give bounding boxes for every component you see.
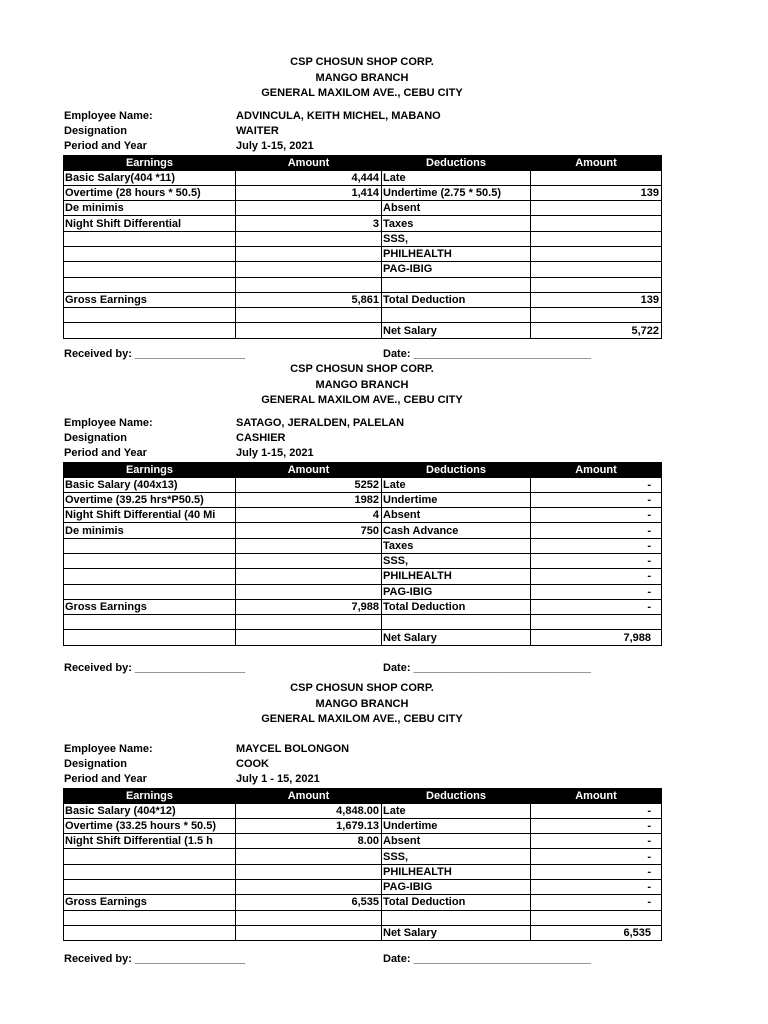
deduction-amount (531, 308, 662, 323)
deduction-item: Net Salary (382, 323, 531, 338)
table-row (64, 477, 662, 492)
earning-item (64, 553, 236, 568)
amount-header: Amount (236, 462, 382, 477)
earning-item: De minimis (64, 201, 236, 216)
table-row (64, 849, 662, 864)
earning-item (64, 879, 236, 894)
deduction-amount: 7,988 (531, 630, 662, 645)
designation-value: CASHIER (236, 431, 286, 444)
earning-item: Gross Earnings (64, 895, 236, 910)
earning-amount (236, 538, 382, 553)
signature-line (63, 662, 661, 682)
earning-amount: 1,414 (236, 185, 382, 200)
company-address: GENERAL MAXILOM AVE., CEBU CITY (261, 87, 463, 99)
earning-item: Basic Salary(404 *11) (64, 170, 236, 185)
deduction-item: PHILHEALTH (382, 569, 531, 584)
earning-amount: 4,848.00 (236, 803, 382, 818)
table-row (64, 170, 662, 185)
table-row (64, 615, 662, 630)
earning-item (64, 231, 236, 246)
earnings-deductions-table (63, 788, 662, 942)
earning-item: Overtime (39.25 hrs*P50.5) (64, 492, 236, 507)
earning-item: Night Shift Differential (64, 216, 236, 231)
table-row (64, 864, 662, 879)
earning-item: Night Shift Differential (40 Mi (64, 508, 236, 523)
earning-amount (236, 584, 382, 599)
date-field: Date: _____________________________ (383, 953, 591, 966)
company-address: GENERAL MAXILOM AVE., CEBU CITY (261, 394, 463, 406)
deduction-amount (531, 231, 662, 246)
deductions-header: Deductions (382, 462, 531, 477)
deduction-amount: - (531, 553, 662, 568)
deduction-amount: 139 (531, 292, 662, 307)
deduction-item: Late (382, 170, 531, 185)
earning-item (64, 569, 236, 584)
table-row (64, 523, 662, 538)
earning-item (64, 910, 236, 925)
date-field: Date: _____________________________ (383, 347, 591, 360)
deduction-item: Total Deduction (382, 292, 531, 307)
amount-header: Amount (236, 788, 382, 803)
deduction-amount: - (531, 492, 662, 507)
designation-label: Designation (64, 124, 127, 137)
table-row (64, 246, 662, 261)
signature-line (63, 953, 661, 973)
earnings-header: Earnings (64, 788, 236, 803)
deduction-amount: 5,722 (531, 323, 662, 338)
designation-label: Designation (64, 757, 127, 770)
earning-item (64, 277, 236, 292)
designation-value: COOK (236, 757, 269, 770)
earning-item: Gross Earnings (64, 292, 236, 307)
payslip-3 (63, 681, 661, 973)
earning-amount: 1,679.13 (236, 818, 382, 833)
company-name: CSP CHOSUN SHOP CORP. (290, 56, 434, 68)
earning-item: Overtime (33.25 hours * 50.5) (64, 818, 236, 833)
deduction-amount: 6,535 (531, 925, 662, 940)
table-row (64, 508, 662, 523)
deduction-item (382, 308, 531, 323)
employee-name-label: Employee Name: (64, 742, 153, 755)
table-row (64, 185, 662, 200)
table-row (64, 216, 662, 231)
earning-item (64, 584, 236, 599)
amount-header: Amount (236, 155, 382, 170)
earnings-header: Earnings (64, 462, 236, 477)
earning-item: Overtime (28 hours * 50.5) (64, 185, 236, 200)
earning-item (64, 864, 236, 879)
table-header-row (64, 788, 662, 803)
deduction-item: Late (382, 477, 531, 492)
deduction-item: PHILHEALTH (382, 864, 531, 879)
table-row (64, 553, 662, 568)
earning-amount (236, 308, 382, 323)
deduction-amount: - (531, 538, 662, 553)
deduction-item (382, 277, 531, 292)
earning-amount: 5252 (236, 477, 382, 492)
deduction-amount: - (531, 599, 662, 614)
earning-amount (236, 879, 382, 894)
company-address: GENERAL MAXILOM AVE., CEBU CITY (261, 713, 463, 725)
company-branch: MANGO BRANCH (315, 71, 409, 84)
deduction-item: SSS, (382, 849, 531, 864)
deduction-item: PAG-IBIG (382, 584, 531, 599)
earning-amount (236, 569, 382, 584)
deduction-item: Taxes (382, 216, 531, 231)
deduction-item: Cash Advance (382, 523, 531, 538)
table-row (64, 584, 662, 599)
deduction-item: Total Deduction (382, 895, 531, 910)
earning-amount (236, 262, 382, 277)
amount-header: Amount (531, 462, 662, 477)
table-row (64, 292, 662, 307)
earning-item (64, 246, 236, 261)
deduction-item: Net Salary (382, 630, 531, 645)
table-row (64, 630, 662, 645)
deduction-amount (531, 246, 662, 261)
deduction-item (382, 910, 531, 925)
earning-item (64, 323, 236, 338)
earning-item (64, 630, 236, 645)
deduction-amount (531, 910, 662, 925)
deduction-item: Absent (382, 508, 531, 523)
earning-amount (236, 615, 382, 630)
table-row (64, 308, 662, 323)
earning-amount (236, 630, 382, 645)
deduction-amount: - (531, 895, 662, 910)
table-row (64, 834, 662, 849)
table-row (64, 895, 662, 910)
deduction-amount (531, 170, 662, 185)
deduction-item: PHILHEALTH (382, 246, 531, 261)
deductions-header: Deductions (382, 155, 531, 170)
amount-header: Amount (531, 155, 662, 170)
table-row (64, 262, 662, 277)
date-field: Date: _____________________________ (383, 661, 591, 674)
employee-name-label: Employee Name: (64, 109, 153, 122)
employee-name-value: SATAGO, JERALDEN, PALELAN (236, 416, 405, 429)
earning-amount: 6,535 (236, 895, 382, 910)
designation-label: Designation (64, 431, 127, 444)
earnings-deductions-table (63, 462, 662, 646)
table-header-row (64, 155, 662, 170)
earning-amount: 1982 (236, 492, 382, 507)
earning-amount: 4,444 (236, 170, 382, 185)
period-label: Period and Year (64, 772, 147, 785)
table-row (64, 818, 662, 833)
earning-amount (236, 277, 382, 292)
deduction-amount: - (531, 803, 662, 818)
deduction-amount (531, 615, 662, 630)
table-header-row (64, 462, 662, 477)
deduction-item: Taxes (382, 538, 531, 553)
period-label: Period and Year (64, 446, 147, 459)
deduction-amount: - (531, 569, 662, 584)
earning-amount: 8.00 (236, 834, 382, 849)
employee-info (63, 416, 661, 462)
deduction-item: PAG-IBIG (382, 879, 531, 894)
deduction-item: SSS, (382, 231, 531, 246)
earning-item (64, 849, 236, 864)
deduction-amount (531, 216, 662, 231)
earning-item (64, 262, 236, 277)
employee-name-label: Employee Name: (64, 416, 153, 429)
deduction-amount: - (531, 523, 662, 538)
earning-item (64, 308, 236, 323)
company-name: CSP CHOSUN SHOP CORP. (290, 363, 434, 375)
company-branch: MANGO BRANCH (315, 697, 409, 710)
earning-amount (236, 925, 382, 940)
deduction-amount: - (531, 849, 662, 864)
earning-amount: 7,988 (236, 599, 382, 614)
deduction-amount (531, 201, 662, 216)
earning-item (64, 615, 236, 630)
table-row (64, 569, 662, 584)
employee-name-value: MAYCEL BOLONGON (236, 742, 350, 755)
deduction-amount: - (531, 584, 662, 599)
period-value: July 1-15, 2021 (236, 139, 314, 152)
deduction-amount (531, 277, 662, 292)
deductions-header: Deductions (382, 788, 531, 803)
deduction-amount: 139 (531, 185, 662, 200)
earning-item (64, 925, 236, 940)
deduction-amount: - (531, 818, 662, 833)
earning-amount: 750 (236, 523, 382, 538)
table-row (64, 910, 662, 925)
earning-amount (236, 323, 382, 338)
deduction-amount: - (531, 864, 662, 879)
earnings-header: Earnings (64, 155, 236, 170)
deduction-item: Late (382, 803, 531, 818)
table-row (64, 277, 662, 292)
table-row (64, 538, 662, 553)
earning-item: Night Shift Differential (1.5 h (64, 834, 236, 849)
deduction-amount: - (531, 879, 662, 894)
company-name: CSP CHOSUN SHOP CORP. (290, 682, 434, 694)
table-row (64, 201, 662, 216)
received-by-field: Received by: __________________ (64, 953, 246, 966)
earnings-deductions-table (63, 155, 662, 339)
earning-item (64, 538, 236, 553)
table-row (64, 803, 662, 818)
deduction-amount: - (531, 477, 662, 492)
earning-amount: 3 (236, 216, 382, 231)
employee-name-value: ADVINCULA, KEITH MICHEL, MABANO (236, 109, 441, 122)
deduction-item: SSS, (382, 553, 531, 568)
payslip-1 (63, 55, 661, 368)
company-branch: MANGO BRANCH (315, 378, 409, 391)
period-label: Period and Year (64, 139, 147, 152)
earning-amount (236, 246, 382, 261)
deduction-amount: - (531, 508, 662, 523)
table-row (64, 599, 662, 614)
period-value: July 1 - 15, 2021 (236, 772, 320, 785)
earning-amount (236, 910, 382, 925)
deduction-amount (531, 262, 662, 277)
earning-amount (236, 849, 382, 864)
deduction-item (382, 615, 531, 630)
employee-info (63, 742, 661, 788)
deduction-item: Undertime (382, 818, 531, 833)
deduction-amount: - (531, 834, 662, 849)
table-row (64, 925, 662, 940)
deduction-item: Undertime (382, 492, 531, 507)
deduction-item: Absent (382, 834, 531, 849)
earning-item: Basic Salary (404x13) (64, 477, 236, 492)
earning-item: Basic Salary (404*12) (64, 803, 236, 818)
received-by-field: Received by: __________________ (64, 661, 246, 674)
received-by-field: Received by: __________________ (64, 347, 246, 360)
deduction-item: Absent (382, 201, 531, 216)
payslip-2 (63, 362, 661, 682)
earning-amount (236, 553, 382, 568)
earning-amount: 4 (236, 508, 382, 523)
table-row (64, 231, 662, 246)
table-row (64, 492, 662, 507)
period-value: July 1-15, 2021 (236, 446, 314, 459)
earning-amount (236, 864, 382, 879)
earning-amount: 5,861 (236, 292, 382, 307)
amount-header: Amount (531, 788, 662, 803)
table-row (64, 879, 662, 894)
deduction-item: PAG-IBIG (382, 262, 531, 277)
deduction-item: Total Deduction (382, 599, 531, 614)
designation-value: WAITER (236, 124, 279, 137)
deduction-item: Net Salary (382, 925, 531, 940)
earning-item: Gross Earnings (64, 599, 236, 614)
table-row (64, 323, 662, 338)
earning-amount (236, 201, 382, 216)
earning-item: De minimis (64, 523, 236, 538)
earning-amount (236, 231, 382, 246)
deduction-item: Undertime (2.75 * 50.5) (382, 185, 531, 200)
employee-info (63, 109, 661, 155)
